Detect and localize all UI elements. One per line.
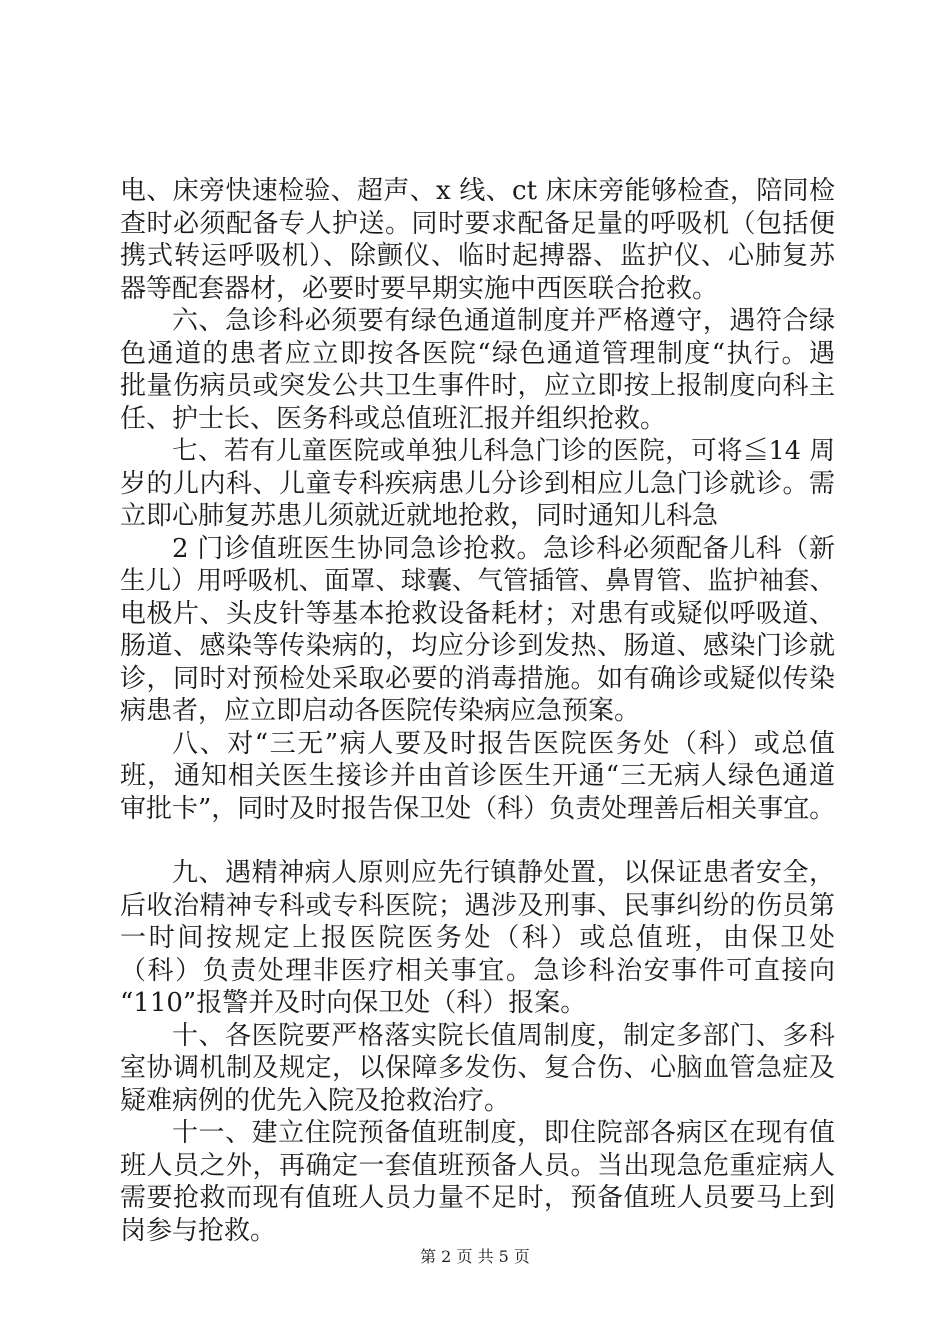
document-body <box>120 175 835 1247</box>
text-line: 班人员之外，再确定一套值班预备人员。当出现急危重症病人 <box>120 1150 835 1181</box>
text-line: 一时间按规定上报医院医务处（科）或总值班，由保卫处 <box>120 923 835 953</box>
text-line: 病患者，应立即启动各医院传染病应急预案。 <box>120 696 641 726</box>
text-line: 肠道、感染等传染病的，均应分诊到发热、肠道、感染门诊就 <box>120 631 835 661</box>
paragraph <box>120 728 835 826</box>
text-line: 批量伤病员或突发公共卫生事件时，应立即按上报制度向科主 <box>120 371 835 401</box>
paragraph <box>120 533 835 728</box>
text-line: （科）负责处理非医疗相关事宜。急诊科治安事件可直接向 <box>120 955 835 986</box>
text-line: 携式转运呼吸机）、除颤仪、临时起搏器、监护仪、心肺复苏 <box>120 241 835 271</box>
paragraph-gap <box>120 825 835 857</box>
text-line: 立即心肺复苏患儿须就近就地抢救，同时通知儿科急 <box>120 501 719 531</box>
text-line: 十、各医院要严格落实院长值周制度，制定多部门、多科 <box>172 1020 835 1051</box>
page-number-footer: 第 2 页 共 5 页 <box>420 1247 530 1266</box>
text-line: 七、若有儿童医院或单独儿科急门诊的医院，可将≦14 周 <box>172 436 835 466</box>
paragraph <box>120 1117 835 1247</box>
text-line: 岁的儿内科、儿童专科疾病患儿分诊到相应儿急门诊就诊。需 <box>120 468 835 499</box>
text-line: 查时必须配备专人护送。同时要求配备足量的呼吸机（包括便 <box>120 208 835 239</box>
text-line: 生儿）用呼吸机、面罩、球囊、气管插管、鼻胃管、监护袖套、 <box>120 566 835 596</box>
text-line: 十一、建立住院预备值班制度，即住院部各病区在现有值 <box>172 1118 835 1148</box>
text-line: 八、对“三无”病人要及时报告医院医务处（科）或总值 <box>172 728 835 759</box>
paragraph <box>120 305 835 435</box>
paragraph <box>120 1020 835 1118</box>
text-line: 审批卡”，同时及时报告保卫处（科）负责处理善后相关事宜。 <box>120 793 836 824</box>
text-line: 后收治精神专科或专科医院；遇涉及刑事、民事纠纷的伤员第 <box>120 890 835 921</box>
text-line: 任、护士长、医务科或总值班汇报并组织抢救。 <box>120 403 667 434</box>
text-line: 电、床旁快速检验、超声、x 线、ct 床床旁能够检查，陪同检 <box>120 176 835 206</box>
text-line: 岗参与抢救。 <box>120 1215 277 1246</box>
paragraph <box>120 175 835 305</box>
text-line: 需要抢救而现有值班人员力量不足时，预备值班人员要马上到 <box>120 1183 835 1213</box>
text-line: 电极片、头皮针等基本抢救设备耗材；对患有或疑似呼吸道、 <box>120 598 835 629</box>
text-line: 疑难病例的优先入院及抢救治疗。 <box>120 1085 511 1116</box>
text-line: 室协调机制及规定，以保障多发伤、复合伤、心脑血管急症及 <box>120 1053 835 1083</box>
text-line: “110”报警并及时向保卫处（科）报案。 <box>120 988 587 1018</box>
text-line: 班，通知相关医生接诊并由首诊医生开通“三无病人绿色通道 <box>120 761 835 791</box>
text-line: 器等配套器材，必要时要早期实施中西医联合抢救。 <box>120 273 719 304</box>
text-line: 九、遇精神病人原则应先行镇静处置，以保证患者安全， <box>172 858 835 888</box>
paragraph <box>120 857 835 1020</box>
text-line: 六、急诊科必须要有绿色通道制度并严格遵守，遇符合绿 <box>172 306 835 336</box>
text-line: 色通道的患者应立即按各医院“绿色通道管理制度“执行。遇 <box>120 338 835 369</box>
text-line: 诊，同时对预检处采取必要的消毒措施。如有确诊或疑似传染 <box>120 663 835 694</box>
text-line: 2 门诊值班医生协同急诊抢救。急诊科必须配备儿科（新 <box>172 533 835 564</box>
paragraph <box>120 435 835 533</box>
